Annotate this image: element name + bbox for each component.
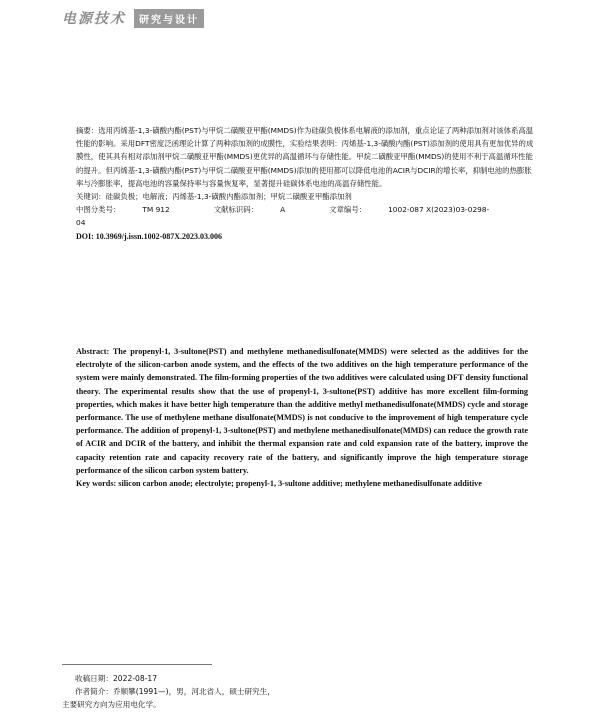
chinese-keywords — [76, 190, 536, 203]
footnote-block — [62, 672, 522, 711]
chinese-keywords-text: 硅碳负极；电解液；丙烯基-1,3-磺酸内酯添加剂；甲烷二磺酸亚甲酯添加剂 — [105, 192, 352, 202]
doi-line: DOI: 10.3969/j.issn.1002-087X.2023.03.006 — [76, 231, 223, 241]
english-keywords-label: Key words: — [76, 479, 117, 489]
journal-name: 电源技术 — [62, 11, 126, 27]
section-tag: 研究与设计 — [134, 9, 204, 28]
english-keywords-text: silicon carbon anode; electrolyte; propenyl-1, 3-sultone additive; methylene methanedisulfonate additive — [118, 479, 482, 489]
received-date: 收稿日期：2022-08-17 — [75, 674, 158, 683]
footnote-divider — [62, 664, 212, 665]
doi-value: 10.3969/j.issn.1002-087X.2023.03.006 — [95, 231, 223, 241]
chinese-abstract-block — [76, 124, 536, 243]
chinese-abstract — [76, 124, 536, 190]
author-research-focus: 主要研究方向为应用电化学。 — [62, 700, 161, 709]
english-abstract-text: The propenyl-1, 3-sultone(PST) and methylene methanedisulfonate(MMDS) were selected as the additives for the electrolyte of the silicon-carbon anode system, and the effects of the two additives on the high temperature performance of the system were mainly demonstrated. The film-forming properties of the two additives were calculated using DFT density functional theory. The experimental results show that the use of propenyl-1, 3-sultone(PST) additive has more excellent film-forming properties, which makes it have better high temperature than the additive methyl methanedisulfonate(MMDS) cycle and storage performance. The use of methylene methane disulfonate(MMDS) is not conducive to the improvement of high temperature cycle performance. The addition of propenyl-1, 3-sultone(PST) and methylene methanedisulfonate(MMDS) can reduce the growth rate of ACIR and DCIR of the battery, and inhibit the thermal expansion rate and cold expansion rate of the battery, improve the capacity retention rate and capacity recovery rate of the battery, and significantly improve the high temperature storage performance of the silicon carbon system battery. — [76, 347, 528, 475]
chinese-abstract-text: 选用丙烯基-1,3-磺酸内酯(PST)与甲烷二磺酸亚甲酯(MMDS)作为硅碳负极体系电解液的添加剂，重点论证了两种添加剂对该体系高温性能的影响。采用DFT密度泛函理论计算了两种添加剂的成膜性，实验结果表明：丙烯基-1,3-磺酸内酯(PST)添加剂的使用具有更加优异的成膜性，使其具有相对添加剂甲烷二磺酸亚甲酯(MMDS)更优异的高温循环与存储性能。甲烷二磺酸亚甲酯(MMDS)的使用不利于高温循环性能的提升。但丙烯基-1,3-磺酸内酯(PST)与甲烷二磺酸亚甲酯(MMDS)添加的使用都可以降低电池的ACIR与DCIR的增长率，抑制电池的热膨胀率与冷膨胀率，提高电池的容量保持率与容量恢复率，显著提升硅碳体系电池的高温存储性能。 — [76, 126, 534, 188]
english-abstract-block — [76, 345, 528, 490]
english-abstract — [76, 345, 528, 477]
english-abstract-label: Abstract: — [76, 347, 110, 356]
clc-number: 中图分类号： TM 912 — [76, 205, 170, 215]
chinese-abstract-label: 摘要： — [76, 126, 99, 135]
author-info: 作者简介：乔顺攀(1991—)，男，河北省人，硕士研究生， — [75, 687, 275, 696]
classification-row — [76, 203, 536, 229]
chinese-keywords-label: 关键词： — [76, 192, 106, 202]
running-header — [62, 8, 204, 28]
document-code: 文献标识码： A — [213, 205, 286, 215]
article-number: 文章编号： 1002-087 X(2023)03-0298-04 — [76, 205, 490, 228]
english-keywords — [76, 477, 528, 490]
